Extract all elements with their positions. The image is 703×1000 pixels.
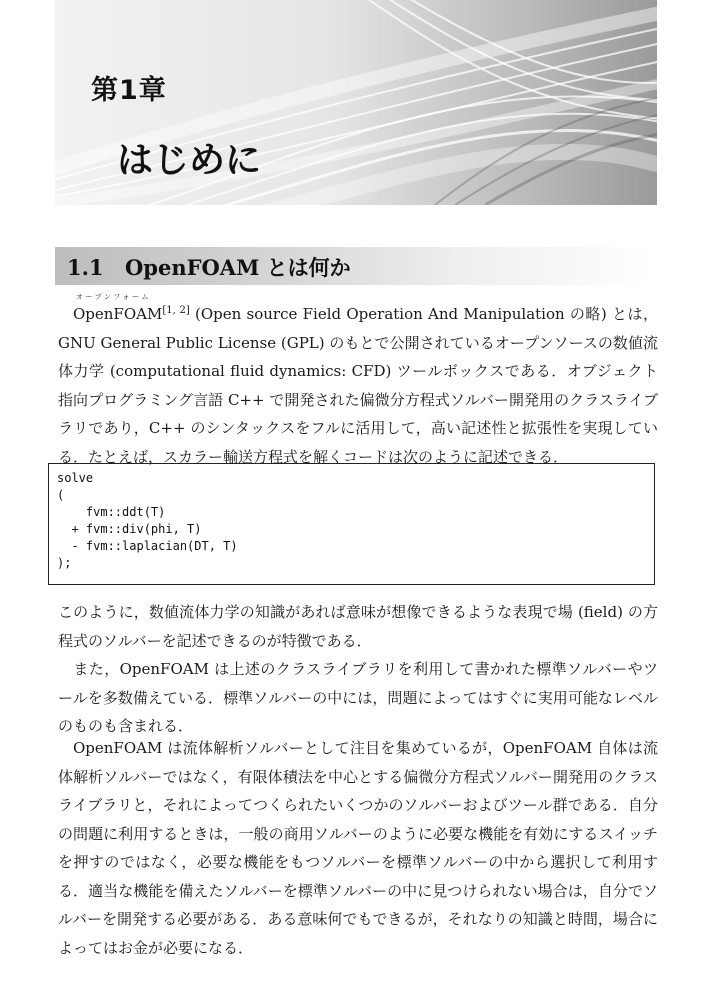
section-heading-bar <box>55 247 655 285</box>
chapter-title: はじめに <box>117 140 262 181</box>
section-title: OpenFOAM とは何か <box>125 255 351 280</box>
intro-text: (Open source Field Operation And Manipulation の略) とは，GNU General Public License (GPL) のもとで公開されているオープンソースの数値流体力学 (computational fluid dynamics: CFD) ツールボックスである．オブジェクト指向プログラミング言語 C++ で開発された偏微分方程式ソルバー開発用のクラスライブラリであり，C++ のシンタックスをフルに活用して，高い記述性と拡張性を実現している．たとえば，スカラー輸送方程式を解くコードは次のように記述できる． <box>58 305 659 466</box>
paragraph-3-text: OpenFOAM は流体解析ソルバーとして注目を集めているが，OpenFOAM 自体は流体解析ソルバーではなく，有限体積法を中心とする偏微分方程式ソルバー開発用のクラスライブラリと，それによってつくられたいくつかのソルバーおよびツール群である．自分の問題に利用するときは，一般の商用ソルバーのように必要な機能を有効にするスイッチを押すのではなく，必要な機能をもつソルバーを標準ソルバーの中から選択して利用する．適当な機能を備えたソルバーを標準ソルバーの中に見つけられない場合は，自分でソルバーを開発する必要がある．ある意味何でもできるが，それなりの知識と時間，場合によってはお金が必要になる． <box>58 739 658 957</box>
section-heading <box>67 252 351 282</box>
paragraph-2 <box>58 655 658 741</box>
paragraph-1-text: このように，数値流体力学の知識があれば意味が想像できるような表現で場 (field) の方程式のソルバーを記述できるのが特徴である． <box>58 603 658 650</box>
paragraph-1 <box>58 598 658 655</box>
citation: [1, 2] <box>162 305 190 316</box>
ruby-annotation: オープンフォーム <box>76 293 152 301</box>
paragraph-2-text: また，OpenFOAM は上述のクラスライブラリを利用して書かれた標準ソルバーやツールを多数備えている．標準ソルバーの中には，問題によってはすぐに実用可能なレベルのものも含まれる． <box>58 660 658 735</box>
intro-paragraph <box>58 297 658 471</box>
paragraph-3 <box>58 734 658 962</box>
chapter-number: 第1章 <box>91 75 167 106</box>
chapter-banner <box>55 0 657 205</box>
section-number: 1.1 <box>67 255 104 280</box>
openfoam-term: OpenFOAM <box>73 305 163 323</box>
code-block: solve ( fvm::ddt(T) + fvm::div(phi, T) - fvm::laplacian(DT, T) ); <box>48 463 655 585</box>
